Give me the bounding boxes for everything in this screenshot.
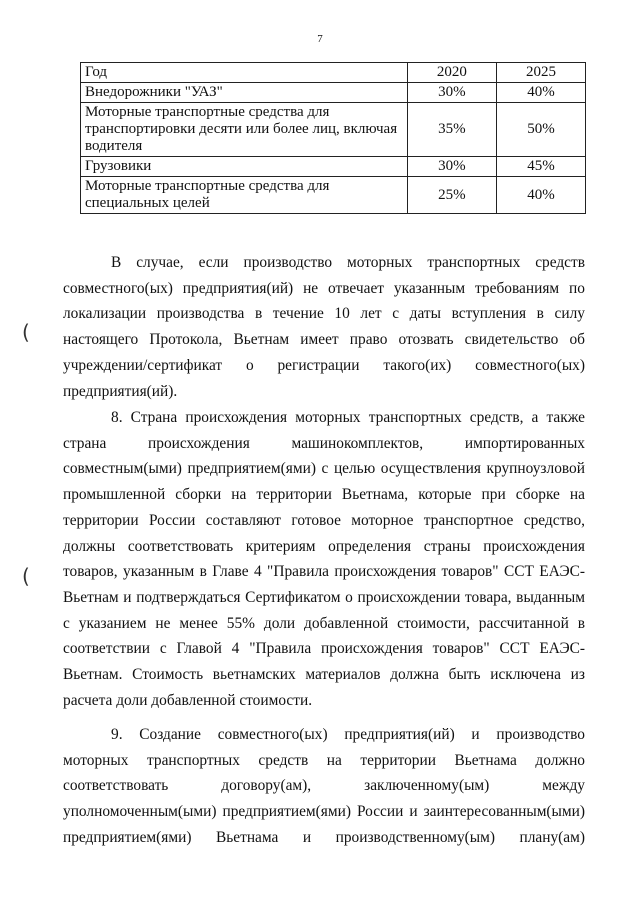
table-row [81,103,586,157]
margin-mark: ( [22,564,30,588]
margin-mark: ( [22,320,30,344]
row-2025: 50% [496,103,585,157]
row-2025: 45% [496,157,585,177]
table-row [81,177,586,214]
paragraph-9 [63,722,585,851]
row-2020: 30% [407,83,496,103]
paragraph-text: В случае, если производство моторных транспортных средств совместного(ых) предприятия(ий) не отвечает указанным требованиям по локализации производства в течение 10 лет с даты вступления в силу настоящего Протокола, Вьетнам имеет право отозвать свидетельство об учреждении/сертификат о регистрации такого(их) совместного(ых) предприятия(ий). [63,254,585,400]
page-number: 7 [317,33,323,45]
row-name: Грузовики [81,157,408,177]
paragraph-localization [63,250,585,404]
paragraph-text: 9. Создание совместного(ых) предприятия(ий) и производство моторных транспортных средств на территории Вьетнама должно соответствовать договору(ам), заключенному(ым) между уполномоченным(ыми) предприятием(ями) России и заинтересованным(ыми) предприятием(ями) Вьетнама и производственному(ым) плану(ам) [63,726,585,846]
table-row [81,157,586,177]
header-2020: 2020 [407,63,496,83]
table-header-row [81,63,586,83]
row-2020: 25% [407,177,496,214]
row-name: Моторные транспортные средства для транспортировки десяти или более лиц, включая водителя [81,103,408,157]
localization-table [80,62,586,214]
paragraph-text: 8. Страна происхождения моторных транспортных средств, а также страна происхождения машинокомплектов, импортированных совместным(ыми) предприятием(ями) с целью осуществления крупноузловой промышленной сборки на территории Вьетнама, которые при сборке на территории России составляют готовое моторное транспортное средство, должны соответствовать критериям определения страны происхождения товаров, указанным в Главе 4 "Правила происхождения товаров" ССТ ЕАЭС-Вьетнам и подтверждаться Сертификатом о происхождении товара, выданным с указанием не менее 55% доли добавленной стоимости, рассчитанной в соответствии с Главой 4 "Правила происхождения товаров" ССТ ЕАЭС-Вьетнам. Стоимость вьетнамских материалов должна быть исключена из расчета доли добавленной стоимости. [63,409,585,709]
table-row [81,83,586,103]
row-name: Моторные транспортные средства для специальных целей [81,177,408,214]
header-2025: 2025 [496,63,585,83]
row-2025: 40% [496,177,585,214]
row-name: Внедорожники "УАЗ" [81,83,408,103]
row-2025: 40% [496,83,585,103]
header-year: Год [81,63,408,83]
paragraph-8 [63,405,585,713]
row-2020: 30% [407,157,496,177]
row-2020: 35% [407,103,496,157]
